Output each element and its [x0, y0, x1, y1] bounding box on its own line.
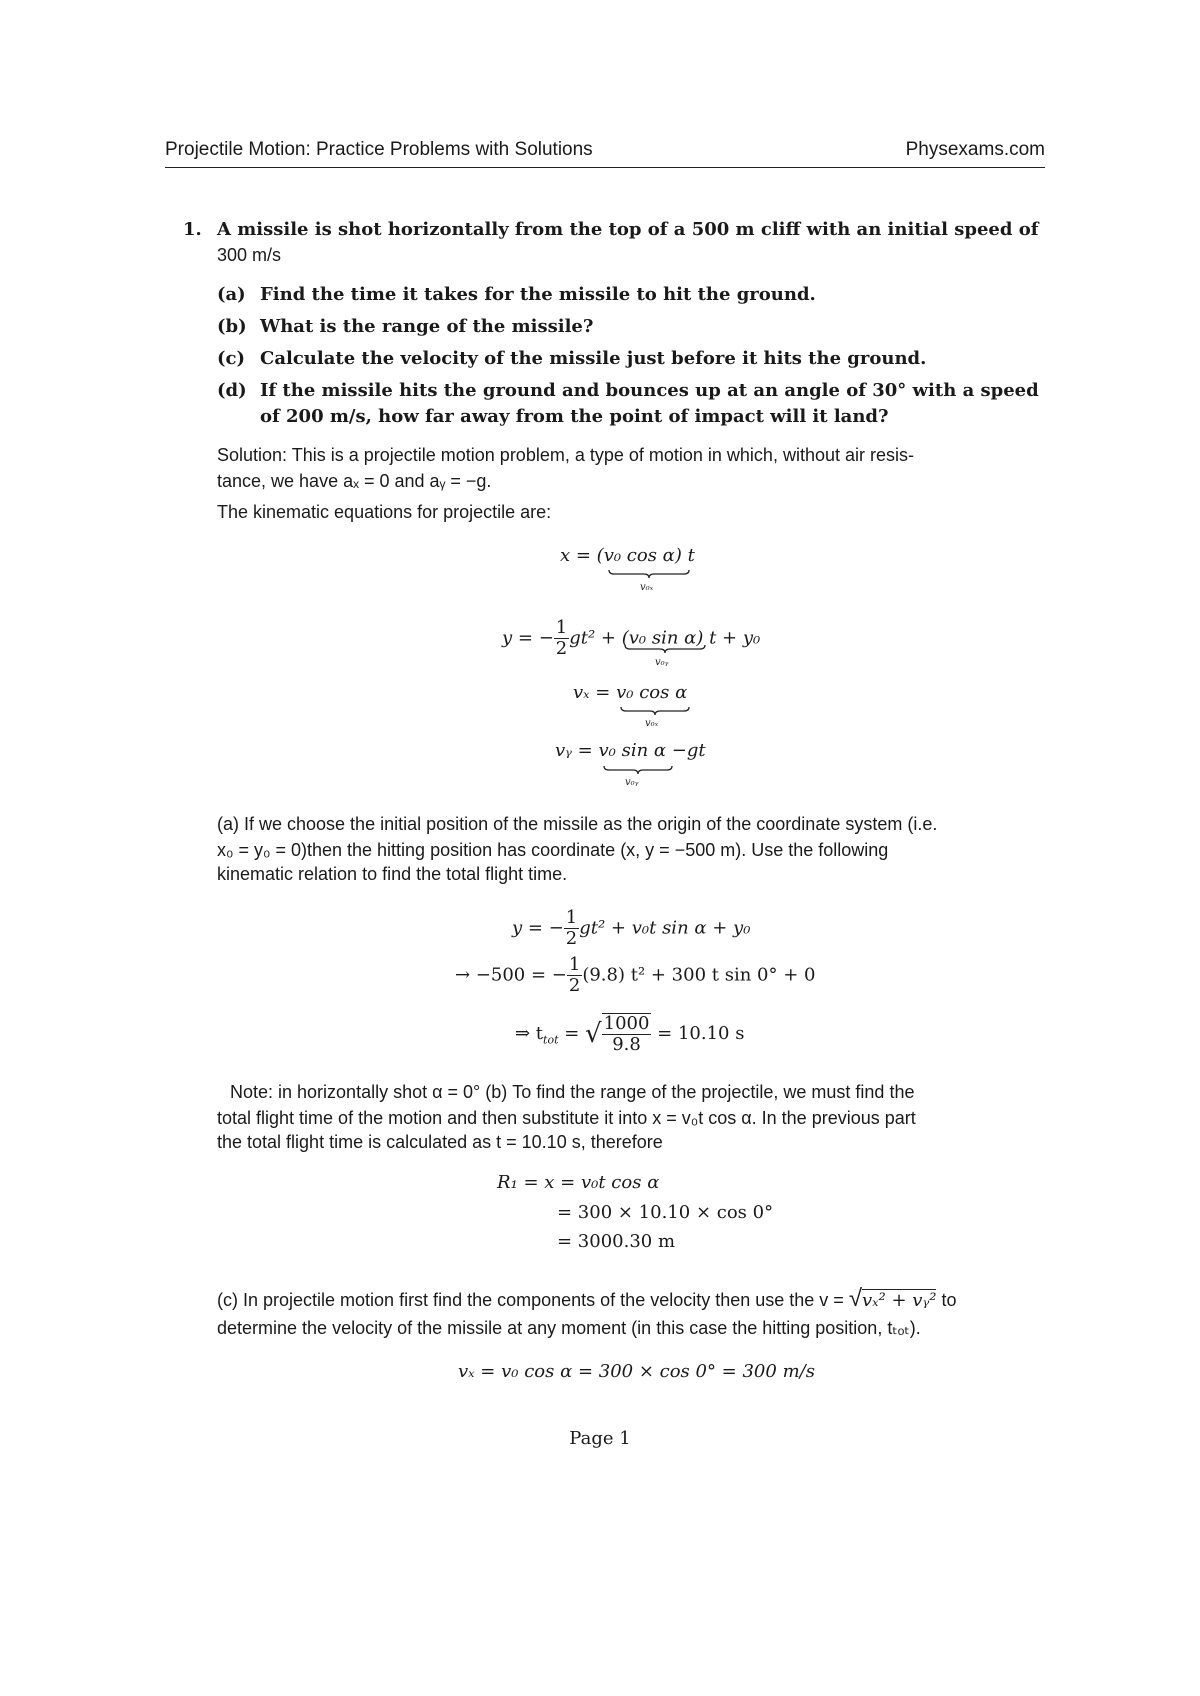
fraction-num: 1	[568, 954, 581, 975]
underbrace-label-4: v₀ᵧ	[625, 777, 639, 788]
sqrt-icon: √	[848, 1285, 862, 1312]
part-label-d: (d)	[217, 380, 247, 401]
underbrace-2	[624, 644, 706, 654]
underbrace-label-3: v₀ₓ	[645, 718, 659, 729]
fraction-half-3	[567, 955, 582, 996]
part-label-b: (b)	[217, 316, 247, 337]
part-a-solution-cont2: kinematic relation to find the total flight time.	[217, 864, 568, 884]
fraction-den: 2	[565, 928, 578, 949]
equation-vy: vᵧ = v₀ sin α −gt	[555, 740, 706, 761]
velocity-magnitude-expr: vₓ² + vᵧ²	[862, 1290, 937, 1311]
header-site: Physexams.com	[905, 139, 1045, 160]
range-line-3: = 3000.30 m	[557, 1231, 676, 1252]
part-label-c: (c)	[217, 348, 245, 369]
part-label-a: (a)	[217, 284, 246, 305]
equation-y-general-lhs: y = −	[512, 917, 564, 939]
underbrace-label-1: v₀ₓ	[640, 582, 654, 593]
flight-time-subscript: tot	[543, 1033, 559, 1047]
header-title: Projectile Motion: Practice Problems with Solutions	[165, 139, 593, 160]
underbrace-4	[603, 765, 673, 775]
range-line-2: = 300 × 10.10 × cos 0°	[557, 1202, 774, 1223]
flight-time-lhs: ⇒ t	[515, 1023, 544, 1044]
flight-time-equals: =	[558, 1023, 586, 1044]
fraction-den: 9.8	[612, 1034, 641, 1055]
running-header	[165, 137, 1045, 168]
range-line-1: R₁ = x = v₀t cos α	[497, 1172, 660, 1193]
fraction-den: 2	[568, 975, 581, 996]
equation-vx: vₓ = v₀ cos α	[573, 682, 688, 703]
kinematic-intro: The kinematic equations for projectile are:	[217, 502, 552, 522]
solution-intro: Solution: This is a projectile motion problem, a type of motion in which, without air resis-	[217, 445, 914, 465]
part-c-text-end: to	[936, 1290, 957, 1310]
part-a-solution: (a) If we choose the initial position of the missile as the origin of the coordinate system (i.e.	[217, 814, 938, 834]
equation-vx-value: vₓ = v₀ cos α = 300 × cos 0° = 300 m/s	[458, 1361, 815, 1382]
part-c-solution	[217, 1286, 956, 1313]
underbrace-label-2: v₀ᵧ	[655, 657, 669, 668]
fraction-half-2	[564, 908, 579, 949]
part-b-solution-cont2: the total flight time is calculated as t = 10.10 s, therefore	[217, 1132, 663, 1152]
underbrace-1	[608, 569, 690, 579]
question-text-cont: 300 m/s	[217, 245, 282, 265]
equation-y-lhs: y = −	[502, 627, 554, 649]
equation-y-rhs: gt² + (v₀ sin α) t + y₀	[569, 627, 761, 649]
underbrace-3	[620, 706, 690, 716]
equation-y-general-rhs: gt² + v₀t sin α + y₀	[579, 917, 751, 939]
part-b-solution-cont: total flight time of the motion and then substitute it into x = v₀t cos α. In the previous part	[217, 1108, 916, 1128]
equation-substituted	[455, 955, 815, 996]
question-number: 1.	[183, 219, 202, 240]
part-c-solution-cont: determine the velocity of the missile at any moment (in this case the hitting position, tₜₒₜ).	[217, 1318, 921, 1338]
part-text-d-cont: of 200 m/s, how far away from the point of impact will it land?	[260, 406, 889, 427]
fraction-num: 1000	[603, 1013, 650, 1034]
part-c-text: (c) In projectile motion first find the components of the velocity then use the v =	[217, 1290, 849, 1310]
part-a-solution-cont: x₀ = y₀ = 0)then the hitting position has coordinate (x, y = −500 m). Use the following	[217, 840, 889, 860]
fraction-flight	[602, 1013, 652, 1055]
page-number: Page 1	[569, 1428, 631, 1449]
part-b-solution: Note: in horizontally shot α = 0° (b) To find the range of the projectile, we must find the	[230, 1082, 915, 1102]
question-text: A missile is shot horizontally from the top of a 500 m cliff with an initial speed of	[217, 219, 1039, 240]
fraction-half	[554, 618, 569, 659]
flight-time-result: = 10.10 s	[651, 1023, 745, 1044]
solution-intro-cont: tance, we have aₓ = 0 and aᵧ = −g.	[217, 471, 492, 491]
fraction-den: 2	[555, 638, 568, 659]
equation-x: x = (v₀ cos α) t	[560, 545, 695, 566]
equation-y-general	[512, 908, 750, 949]
part-text-d: If the missile hits the ground and bounces up at an angle of 30° with a speed	[260, 380, 1039, 401]
equation-substituted-lhs: → −500 = −	[455, 964, 567, 986]
equation-flight-time	[515, 1013, 744, 1055]
part-text-c: Calculate the velocity of the missile just before it hits the ground.	[260, 348, 927, 369]
equation-substituted-rhs: (9.8) t² + 300 t sin 0° + 0	[582, 964, 816, 986]
fraction-num: 1	[555, 617, 568, 638]
sqrt-icon: √	[585, 1019, 602, 1049]
part-text-a: Find the time it takes for the missile to hit the ground.	[260, 284, 816, 305]
fraction-num: 1	[565, 907, 578, 928]
part-text-b: What is the range of the missile?	[260, 316, 594, 337]
